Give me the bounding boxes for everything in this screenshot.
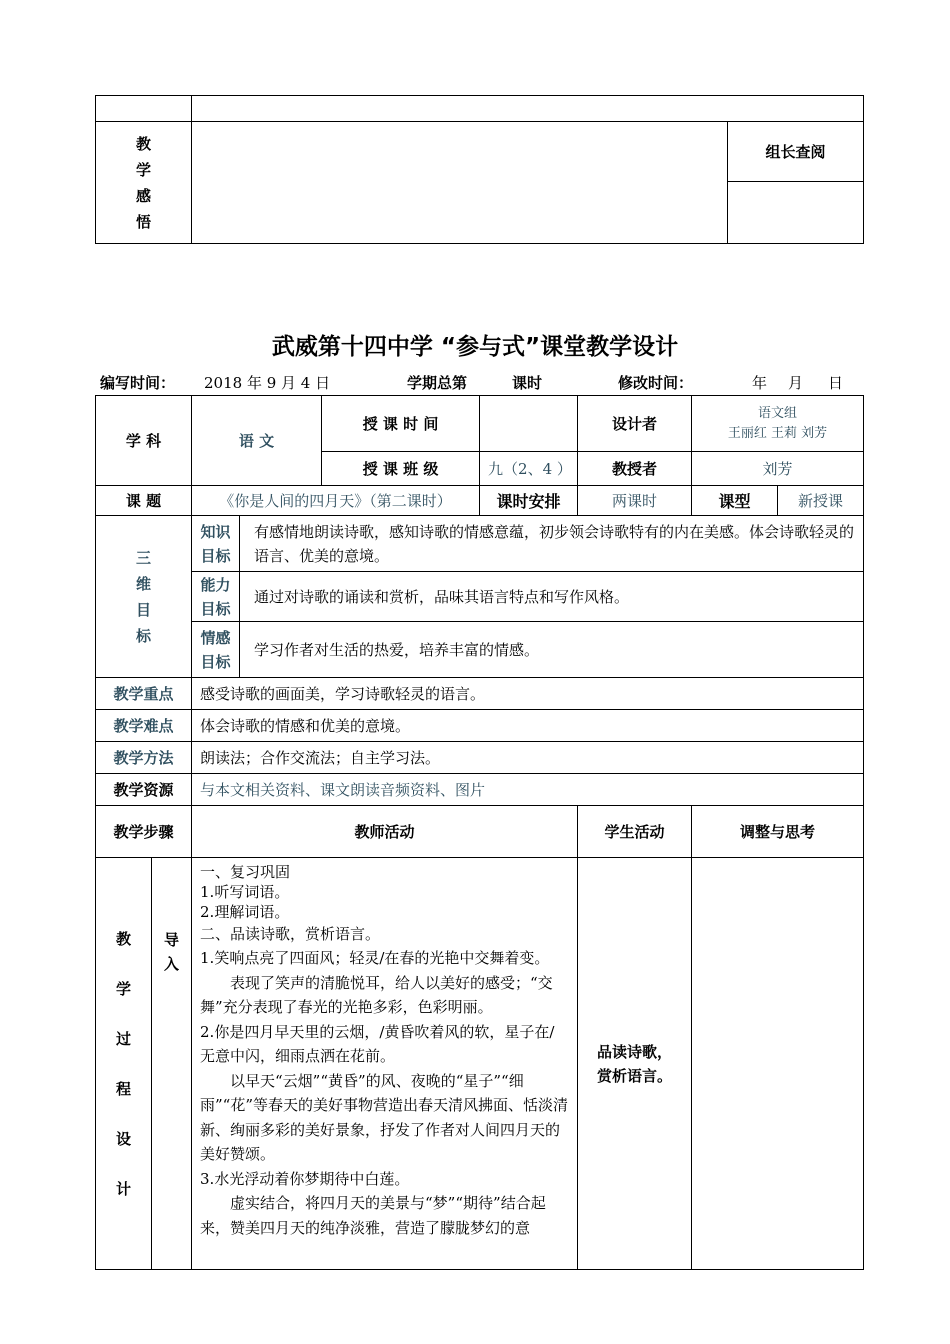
student-activity-header: 学生活动 bbox=[578, 806, 692, 858]
teacher-value: 刘芳 bbox=[692, 452, 864, 486]
difficulty-text: 体会诗歌的情感和优美的意境。 bbox=[192, 710, 864, 742]
knowledge-goal-text: 有感情地朗读诗歌，感知诗歌的情感意蕴，初步领会诗歌特有的内在美感。体会诗歌轻灵的语言、优美的意境。 bbox=[240, 516, 864, 572]
lesson-plan-table bbox=[95, 395, 864, 1270]
teach-class-label: 授 课 班 级 bbox=[322, 452, 480, 486]
resource-text: 与本文相关资料、课文朗读音频资料、图片 bbox=[192, 774, 864, 806]
term-label: 学期总第 bbox=[407, 374, 468, 392]
emotion-goal-label: 情感 目标 bbox=[192, 622, 240, 678]
teacher-activity-header: 教师活动 bbox=[192, 806, 578, 858]
focus-label: 教学重点 bbox=[96, 678, 192, 710]
period-value: 两课时 bbox=[578, 486, 692, 516]
difficulty-label: 教学难点 bbox=[96, 710, 192, 742]
type-value: 新授课 bbox=[778, 486, 864, 516]
period-label: 课时安排 bbox=[480, 486, 578, 516]
modify-day: 日 bbox=[828, 374, 844, 392]
adjust-header: 调整与思考 bbox=[692, 806, 864, 858]
teach-time-value[interactable] bbox=[480, 396, 578, 452]
stage-intro-label: 导 入 bbox=[152, 858, 192, 1270]
teacher-line: 2.你是四月早天里的云烟，/黄昏吹着风的软，星子在/无意中闪，细雨点洒在花前。 bbox=[200, 1022, 555, 1065]
knowledge-goal-label: 知识 目标 bbox=[192, 516, 240, 572]
reflection-label: 教 学 感 悟 bbox=[96, 122, 192, 244]
teacher-line: 一、复习巩固 bbox=[200, 863, 291, 881]
resource-label: 教学资源 bbox=[96, 774, 192, 806]
group-leader-label: 组长查阅 bbox=[728, 122, 864, 182]
blank-cell bbox=[96, 96, 192, 122]
subject-value: 语 文 bbox=[192, 396, 322, 486]
focus-text: 感受诗歌的画面美，学习诗歌轻灵的语言。 bbox=[192, 678, 864, 710]
group-leader-signature[interactable] bbox=[728, 182, 864, 244]
designer-group: 语文组 bbox=[758, 405, 798, 421]
ability-goal-label: 能力 目标 bbox=[192, 572, 240, 622]
type-label: 课型 bbox=[692, 486, 778, 516]
teacher-label: 教授者 bbox=[578, 452, 692, 486]
subject-label: 学 科 bbox=[96, 396, 192, 486]
topic-value: 《你是人间的四月天》（第二课时） bbox=[192, 486, 480, 516]
topic-label: 课 题 bbox=[96, 486, 192, 516]
modify-month: 月 bbox=[788, 374, 804, 392]
designer-names: 王丽红 王莉 刘芳 bbox=[727, 425, 828, 441]
teacher-line: 1.听写词语。 bbox=[200, 883, 290, 901]
goals-label: 三 维 目 标 bbox=[96, 516, 192, 678]
student-activity-content: 品读诗歌， 赏析语言。 bbox=[578, 858, 692, 1270]
modify-year: 年 bbox=[752, 374, 768, 392]
modify-label: 修改时间： bbox=[618, 374, 694, 392]
teacher-line: 表现了笑声的清脆悦耳，给人以美好的感受；“交舞”充分表现了春光的光艳多彩，色彩明丽。 bbox=[200, 973, 553, 1016]
teach-class-value: 九（2、4 ） bbox=[480, 452, 578, 486]
steps-header: 教学步骤 bbox=[96, 806, 192, 858]
designer-label: 设计者 bbox=[578, 396, 692, 452]
reflection-table bbox=[95, 95, 864, 244]
teacher-line: 二、品读诗歌，赏析语言。 bbox=[200, 925, 381, 943]
method-text: 朗读法；合作交流法；自主学习法。 bbox=[192, 742, 864, 774]
teacher-line: 虚实结合，将四月天的美景与“梦”“期待”结合起来，赞美四月天的纯净淡雅，营造了朦胧梦幻的意 bbox=[200, 1194, 546, 1237]
write-time-label: 编写时间： bbox=[100, 374, 176, 392]
reflection-content[interactable] bbox=[192, 122, 728, 244]
ability-goal-text: 通过对诗歌的诵读和赏析，品味其语言特点和写作风格。 bbox=[240, 572, 864, 622]
method-label: 教学方法 bbox=[96, 742, 192, 774]
adjust-content[interactable] bbox=[692, 858, 864, 1270]
emotion-goal-text: 学习作者对生活的热爱，培养丰富的情感。 bbox=[240, 622, 864, 678]
meta-line bbox=[100, 372, 860, 394]
teacher-line: 以早天“云烟”“黄昏”的风、夜晚的“星子”“细雨”“花”等春天的美好事物营造出春天清风拂面、恬淡清新、绚丽多彩的美好景象，抒发了作者对人间四月天的美好赞颂。 bbox=[200, 1071, 569, 1163]
write-time-value: 2018 年 9 月 4 日 bbox=[204, 374, 331, 392]
designer-value bbox=[692, 396, 864, 452]
teacher-activity-content bbox=[192, 858, 578, 1270]
teach-time-label: 授 课 时 间 bbox=[322, 396, 480, 452]
page-title: 武威第十四中学 “参与式”课堂教学设计 bbox=[271, 334, 679, 360]
teacher-line: 3.水光浮动着你梦期待中白莲。 bbox=[200, 1169, 410, 1188]
teacher-line: 2.理解词语。 bbox=[200, 903, 290, 921]
teacher-line: 1.笑响点亮了四面风；轻灵/在春的光艳中交舞着变。 bbox=[200, 949, 550, 967]
blank-cell bbox=[192, 96, 864, 122]
term-unit: 课时 bbox=[512, 374, 543, 392]
process-label: 教 学 过 程 设 计 bbox=[96, 858, 152, 1270]
